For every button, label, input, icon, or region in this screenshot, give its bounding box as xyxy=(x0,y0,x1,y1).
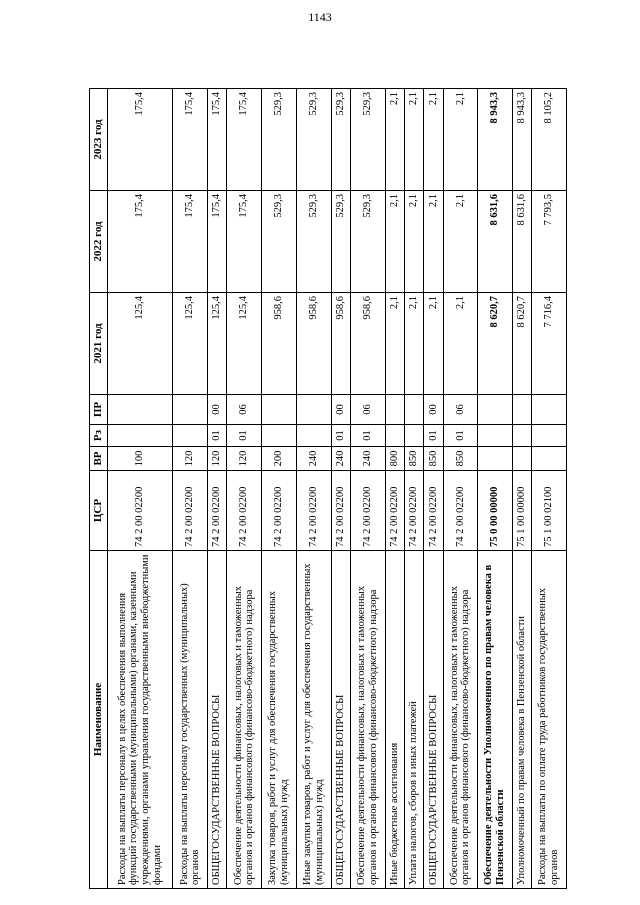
header-2022: 2022 год xyxy=(90,191,108,293)
cell-2023: 175,4 xyxy=(208,89,227,191)
cell-2023: 175,4 xyxy=(173,89,208,191)
cell-name: Иные бюджетные ассигнования xyxy=(385,551,404,889)
cell-name: Уплата налогов, сборов и иных платежей xyxy=(404,551,423,889)
cell-name: Обеспечение деятельности Уполномоченного по правам человека в Пензенской области xyxy=(478,551,513,889)
cell-2023: 2,1 xyxy=(443,89,478,191)
cell-2021: 125,4 xyxy=(227,293,262,395)
cell-rz: 01 xyxy=(331,425,350,447)
cell-name: Обеспечение деятельности финансовых, налоговых и таможенных органов и органов финансового (финансово-бюджетного) надзора xyxy=(227,551,262,889)
cell-csr: 74 2 00 02200 xyxy=(424,471,443,551)
cell-pr: 00 xyxy=(331,395,350,425)
cell-2021: 8 620,7 xyxy=(512,293,531,395)
cell-vr: 240 xyxy=(331,447,350,471)
cell-name: Иные закупки товаров, работ и услуг для обеспечения государственных (муниципальных) нужд xyxy=(296,551,331,889)
cell-pr xyxy=(173,395,208,425)
cell-rz xyxy=(296,425,331,447)
cell-name: Обеспечение деятельности финансовых, налоговых и таможенных органов и органов финансового (финансово-бюджетного) надзора xyxy=(443,551,478,889)
cell-vr: 850 xyxy=(424,447,443,471)
header-csr: ЦСР xyxy=(90,471,108,551)
cell-name: Расходы на выплаты персоналу в целях обеспечения выполнения функций государственными (муниципальными) органами, казенными учреждениями, органами управления государственными внебюджетными фондами xyxy=(108,551,173,889)
cell-rz: 01 xyxy=(208,425,227,447)
cell-pr xyxy=(512,395,531,425)
cell-rz xyxy=(404,425,423,447)
cell-vr xyxy=(478,447,513,471)
cell-2021: 2,1 xyxy=(404,293,423,395)
cell-vr: 240 xyxy=(350,447,385,471)
cell-vr: 850 xyxy=(404,447,423,471)
cell-pr: 06 xyxy=(350,395,385,425)
cell-rz: 01 xyxy=(227,425,262,447)
cell-rz: 01 xyxy=(350,425,385,447)
table-row xyxy=(331,89,350,889)
cell-2023: 529,3 xyxy=(331,89,350,191)
cell-name: Расходы на выплаты персоналу государственных (муниципальных) органов xyxy=(173,551,208,889)
cell-vr: 100 xyxy=(108,447,173,471)
cell-csr: 75 0 00 00000 xyxy=(478,471,513,551)
table-row xyxy=(478,89,513,889)
cell-2023: 2,1 xyxy=(385,89,404,191)
cell-2021: 125,4 xyxy=(208,293,227,395)
budget-table xyxy=(89,88,567,889)
cell-2022: 7 793,5 xyxy=(532,191,567,293)
cell-csr: 74 2 00 02200 xyxy=(208,471,227,551)
cell-vr xyxy=(532,447,567,471)
cell-csr: 74 2 00 02200 xyxy=(331,471,350,551)
cell-rz xyxy=(478,425,513,447)
cell-rz xyxy=(108,425,173,447)
header-2023: 2023 год xyxy=(90,89,108,191)
cell-pr xyxy=(296,395,331,425)
cell-name: Уполномоченный по правам человека в Пензенской области xyxy=(512,551,531,889)
cell-rz xyxy=(385,425,404,447)
cell-vr: 120 xyxy=(173,447,208,471)
table-row xyxy=(404,89,423,889)
cell-vr: 120 xyxy=(227,447,262,471)
cell-pr xyxy=(478,395,513,425)
cell-2022: 529,3 xyxy=(331,191,350,293)
cell-2022: 2,1 xyxy=(404,191,423,293)
cell-pr xyxy=(532,395,567,425)
table-row xyxy=(208,89,227,889)
cell-csr: 74 2 00 02200 xyxy=(173,471,208,551)
cell-csr: 74 2 00 02200 xyxy=(443,471,478,551)
cell-2021: 958,6 xyxy=(331,293,350,395)
cell-csr: 75 1 00 00000 xyxy=(512,471,531,551)
cell-pr: 06 xyxy=(227,395,262,425)
table-row xyxy=(532,89,567,889)
cell-vr: 200 xyxy=(262,447,297,471)
cell-2022: 2,1 xyxy=(443,191,478,293)
table-header-row xyxy=(90,89,108,889)
cell-2021: 958,6 xyxy=(296,293,331,395)
table-row xyxy=(350,89,385,889)
cell-csr: 74 2 00 02200 xyxy=(108,471,173,551)
cell-2021: 958,6 xyxy=(262,293,297,395)
cell-2023: 8 105,2 xyxy=(532,89,567,191)
cell-2022: 529,3 xyxy=(350,191,385,293)
table-row xyxy=(385,89,404,889)
table-row xyxy=(424,89,443,889)
cell-2023: 529,3 xyxy=(262,89,297,191)
cell-rz: 01 xyxy=(443,425,478,447)
table-row xyxy=(512,89,531,889)
cell-csr: 74 2 00 02200 xyxy=(404,471,423,551)
cell-rz xyxy=(512,425,531,447)
cell-2023: 175,4 xyxy=(108,89,173,191)
cell-2022: 529,3 xyxy=(262,191,297,293)
table-row xyxy=(173,89,208,889)
cell-csr: 74 2 00 02200 xyxy=(227,471,262,551)
cell-name: Закупка товаров, работ и услуг для обеспечения государственных (муниципальных) нужд xyxy=(262,551,297,889)
cell-vr: 850 xyxy=(443,447,478,471)
cell-2021: 125,4 xyxy=(108,293,173,395)
header-vr: ВР xyxy=(90,447,108,471)
cell-2021: 2,1 xyxy=(424,293,443,395)
cell-name: ОБЩЕГОСУДАРСТВЕННЫЕ ВОПРОСЫ xyxy=(424,551,443,889)
cell-2023: 2,1 xyxy=(404,89,423,191)
cell-2022: 2,1 xyxy=(385,191,404,293)
cell-pr xyxy=(404,395,423,425)
cell-2023: 2,1 xyxy=(424,89,443,191)
cell-2021: 2,1 xyxy=(443,293,478,395)
header-name: Наименование xyxy=(90,551,108,889)
cell-name: Обеспечение деятельности финансовых, налоговых и таможенных органов и органов финансового (финансово-бюджетного) надзора xyxy=(350,551,385,889)
cell-csr: 74 2 00 02200 xyxy=(350,471,385,551)
cell-vr: 800 xyxy=(385,447,404,471)
cell-pr: 00 xyxy=(424,395,443,425)
cell-pr xyxy=(385,395,404,425)
page-number: 1143 xyxy=(308,10,332,24)
table-row xyxy=(227,89,262,889)
cell-vr xyxy=(512,447,531,471)
cell-2022: 175,4 xyxy=(227,191,262,293)
cell-csr: 74 2 00 02200 xyxy=(296,471,331,551)
cell-2022: 175,4 xyxy=(173,191,208,293)
cell-pr: 06 xyxy=(443,395,478,425)
cell-2022: 175,4 xyxy=(208,191,227,293)
cell-rz xyxy=(532,425,567,447)
table-row xyxy=(296,89,331,889)
cell-csr: 75 1 00 02100 xyxy=(532,471,567,551)
cell-2021: 958,6 xyxy=(350,293,385,395)
header-pr: ПР xyxy=(90,395,108,425)
cell-csr: 74 2 00 02200 xyxy=(262,471,297,551)
cell-rz xyxy=(262,425,297,447)
cell-rz xyxy=(173,425,208,447)
cell-2022: 175,4 xyxy=(108,191,173,293)
table-row xyxy=(443,89,478,889)
cell-2022: 8 631,6 xyxy=(512,191,531,293)
cell-csr: 74 2 00 02200 xyxy=(385,471,404,551)
cell-name: ОБЩЕГОСУДАРСТВЕННЫЕ ВОПРОСЫ xyxy=(208,551,227,889)
cell-pr xyxy=(108,395,173,425)
cell-pr xyxy=(262,395,297,425)
cell-2022: 8 631,6 xyxy=(478,191,513,293)
rotated-table-container xyxy=(89,89,567,889)
cell-2021: 8 620,7 xyxy=(478,293,513,395)
cell-2021: 2,1 xyxy=(385,293,404,395)
cell-2021: 7 716,4 xyxy=(532,293,567,395)
cell-2022: 529,3 xyxy=(296,191,331,293)
cell-name: Расходы на выплаты по оплате труда работников государственных органов xyxy=(532,551,567,889)
header-rz: Рз xyxy=(90,425,108,447)
cell-pr: 00 xyxy=(208,395,227,425)
cell-2023: 175,4 xyxy=(227,89,262,191)
header-2021: 2021 год xyxy=(90,293,108,395)
table-body xyxy=(108,89,567,889)
table-row xyxy=(108,89,173,889)
cell-name: ОБЩЕГОСУДАРСТВЕННЫЕ ВОПРОСЫ xyxy=(331,551,350,889)
cell-2023: 8 943,3 xyxy=(478,89,513,191)
cell-2023: 529,3 xyxy=(350,89,385,191)
cell-2021: 125,4 xyxy=(173,293,208,395)
cell-2023: 529,3 xyxy=(296,89,331,191)
cell-2023: 8 943,3 xyxy=(512,89,531,191)
cell-rz: 01 xyxy=(424,425,443,447)
table-row xyxy=(262,89,297,889)
cell-vr: 240 xyxy=(296,447,331,471)
cell-2022: 2,1 xyxy=(424,191,443,293)
cell-vr: 120 xyxy=(208,447,227,471)
